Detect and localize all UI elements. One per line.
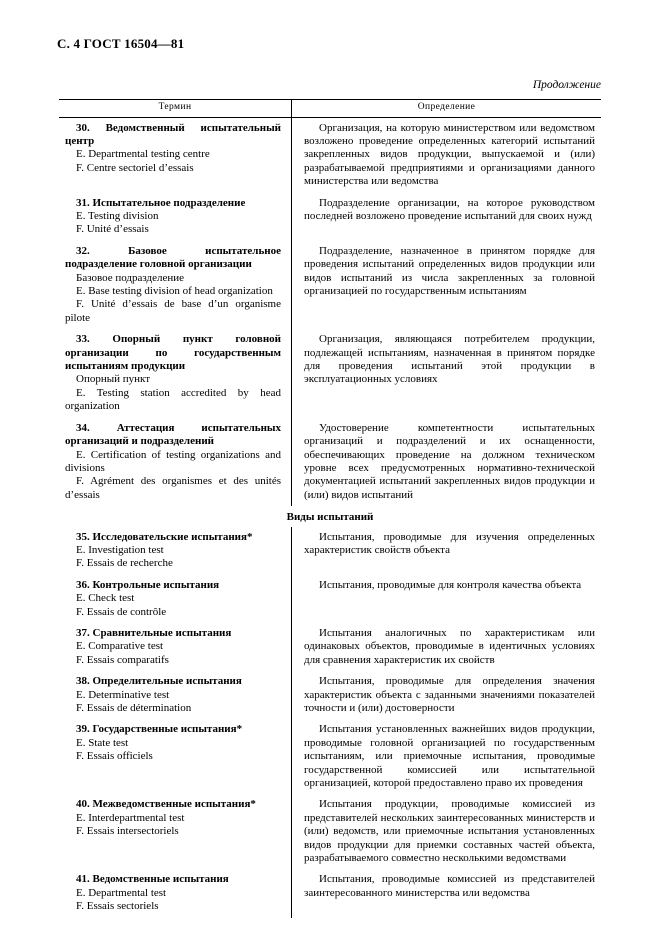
term-title — [65, 531, 281, 544]
term-title — [65, 579, 281, 592]
terms-table — [59, 99, 601, 918]
term-translation: E. Check test — [76, 592, 135, 605]
term-number: 30. — [76, 121, 106, 134]
definition-cell — [291, 794, 601, 869]
definition-text: Испытания продукции, проводимые комиссией из представителей нескольких заинтересованных министерств и (или) ведомств, или приемочные испытания установленных видов продукции для приемки составных частей объекта, разрабатываемого совместно несколькими ведомствами — [304, 798, 595, 865]
term-title — [65, 873, 281, 886]
term-cell — [59, 329, 291, 417]
term-text: Межведомственные испытания* — [92, 798, 256, 811]
definition-cell — [291, 418, 601, 506]
definition-cell — [291, 623, 601, 671]
term-translation: F. Essais comparatifs — [76, 653, 169, 666]
term-text: Ведомственный испытательный центр — [65, 121, 281, 147]
table-row — [59, 671, 601, 719]
term-translation: F. Essais intersectoriels — [76, 825, 179, 838]
term-translation: E. Testing station accredited by head organization — [65, 386, 281, 413]
definition-text: Организация, являющаяся потребителем продукции, подлежащей испытаниям, назначенная в принятом порядке для проведения испытаний этой продукции в эксплуатационных условиях — [304, 333, 595, 386]
term-cell — [59, 719, 291, 794]
term-title — [65, 245, 281, 272]
term-text: Определительные испытания — [92, 675, 242, 688]
term-text: Испытательное подразделение — [92, 196, 246, 209]
term-cell — [59, 671, 291, 719]
table-row — [59, 575, 601, 623]
page-header: С. 4 ГОСТ 16504—81 — [57, 36, 185, 51]
term-translation: F. Agrément des organismes et des unités d’essais — [65, 475, 281, 501]
term-cell — [59, 241, 291, 329]
term-text: Исследовательские испытания* — [92, 530, 253, 543]
term-title — [65, 422, 281, 449]
table-row — [59, 719, 601, 794]
table-row — [59, 329, 601, 417]
definition-text: Испытания, проводимые комиссией из представителей заинтересованного министерства или ведомства — [304, 873, 595, 899]
term-cell — [59, 418, 291, 506]
term-title — [65, 197, 281, 210]
definition-text: Испытания, проводимые для контроля качества объекта — [319, 578, 582, 591]
term-cell — [59, 118, 291, 193]
term-cell — [59, 527, 291, 575]
definition-cell — [291, 118, 601, 193]
term-translation: F. Essais officiels — [76, 750, 153, 763]
term-title — [65, 122, 281, 149]
column-header-definition: Определение — [291, 100, 601, 117]
definition-cell — [291, 671, 601, 719]
term-cell — [59, 623, 291, 671]
term-number: 35. — [76, 530, 93, 543]
term-text: Ведомственные испытания — [92, 873, 229, 886]
definition-cell — [291, 575, 601, 623]
term-number: 34. — [76, 421, 117, 434]
term-synonym: Базовое подразделение — [76, 271, 185, 284]
term-number: 40. — [76, 798, 93, 811]
term-number: 33. — [76, 333, 113, 346]
term-title — [65, 627, 281, 640]
term-cell — [59, 575, 291, 623]
table-row — [59, 118, 601, 193]
definition-cell — [291, 719, 601, 794]
term-translation: E. Determinative test — [76, 688, 170, 701]
term-translation: E. State test — [76, 736, 129, 749]
term-translation: E. Comparative test — [76, 640, 164, 653]
term-translation: F. Unité d’essais de base d’un organisme pilote — [65, 298, 281, 324]
definition-text: Испытания, проводимые для определения значения характеристик объекта с заданными значениями показателей точности и (или) достоверности — [304, 675, 595, 715]
definition-cell — [291, 193, 601, 241]
term-translation: E. Interdepartmental test — [76, 811, 185, 824]
term-translation: E. Departmental test — [76, 886, 167, 899]
term-title — [65, 798, 281, 811]
continuation-label: Продолжение — [532, 79, 601, 91]
term-cell — [59, 193, 291, 241]
term-text: Сравнительные испытания — [92, 626, 232, 639]
term-text: Опорный пункт головной организации по государственным испытаниям продукции — [65, 333, 281, 373]
term-translation: E. Investigation test — [76, 543, 164, 556]
table-row — [59, 623, 601, 671]
definition-text: Организация, на которую министерством или ведомством возложено проведение определенных категорий испытаний закрепленных видов продукции, выпускаемой и (или) разрабатываемой предприятиями и организациями данного министерства или ведомства — [304, 121, 595, 188]
term-number: 36. — [76, 578, 93, 591]
definition-text: Испытания, проводимые для изучения определенных характеристик свойств объекта — [304, 530, 595, 556]
term-translation: E. Certification of testing organizations and divisions — [65, 448, 281, 474]
term-translation: F. Essais sectoriels — [76, 900, 159, 913]
table-header-row — [59, 99, 601, 118]
table-row — [59, 418, 601, 506]
table-row — [59, 527, 601, 575]
term-number: 41. — [76, 873, 93, 886]
term-title — [65, 675, 281, 688]
definition-cell — [291, 329, 601, 417]
term-number: 39. — [76, 723, 93, 736]
table-body — [59, 118, 601, 918]
definition-text: Испытания аналогичных по характеристикам или одинаковых объектов, проводимые в идентичных условиях для сравнения характеристик их свойств — [304, 626, 595, 666]
term-title — [65, 333, 281, 373]
definition-text: Подразделение, назначенное в принятом порядке для проведения испытаний определенных видов продукции или видов испытаний из числа закрепленных за головной организацией по государственным испытаниям — [304, 244, 595, 298]
term-text: Контрольные испытания — [92, 578, 220, 591]
term-translation: F. Essais de recherche — [76, 557, 173, 570]
term-number: 31. — [76, 196, 93, 209]
definition-cell — [291, 869, 601, 917]
table-row — [59, 794, 601, 869]
term-translation: F. Essais de détermination — [76, 702, 192, 715]
table-section-header: Виды испытаний — [286, 511, 374, 524]
term-title — [65, 723, 281, 736]
term-text: Государственные испытания* — [92, 723, 243, 736]
definition-text: Удостоверение компетентности испытательных организаций и подразделений и их оснащенности, обеспечивающих проведение на должном техническом уровне всех предусмотренных нормативно-технической документацией испытаний закрепленных видов продукции и (или) видов испытаний — [304, 421, 595, 501]
term-cell — [59, 794, 291, 869]
term-number: 32. — [76, 244, 129, 257]
term-text: Аттестация испытательных организаций и подразделений — [65, 421, 281, 448]
table-row — [59, 241, 601, 329]
term-cell — [59, 869, 291, 917]
table-row — [59, 193, 601, 241]
term-number: 37. — [76, 626, 93, 639]
term-translation: E. Testing division — [76, 210, 159, 223]
term-translation: F. Centre sectoriel d’essais — [76, 161, 194, 174]
term-translation: E. Departmental testing centre — [76, 148, 210, 161]
term-synonym: Опорный пункт — [76, 373, 151, 386]
definition-text: Испытания установленных важнейших видов продукции, проводимые головной организацией по государственным испытаниям, или приемочные испытания, проводимые государственной комиссией или испытательной организацией, которой предоставлено право их проведения — [304, 723, 595, 790]
definition-cell — [291, 241, 601, 329]
term-translation: F. Unité d’essais — [76, 223, 149, 236]
table-row — [59, 869, 601, 917]
term-text: Базовое испытательное подразделение головной организации — [65, 244, 281, 271]
column-header-term: Термин — [158, 102, 192, 112]
term-translation: E. Base testing division of head organization — [76, 285, 273, 298]
definition-text: Подразделение организации, на которое руководством последней возложено проведение испытаний для своих нужд — [304, 196, 595, 223]
term-translation: F. Essais de contrôle — [76, 605, 167, 618]
term-number: 38. — [76, 675, 93, 688]
definition-cell — [291, 527, 601, 575]
